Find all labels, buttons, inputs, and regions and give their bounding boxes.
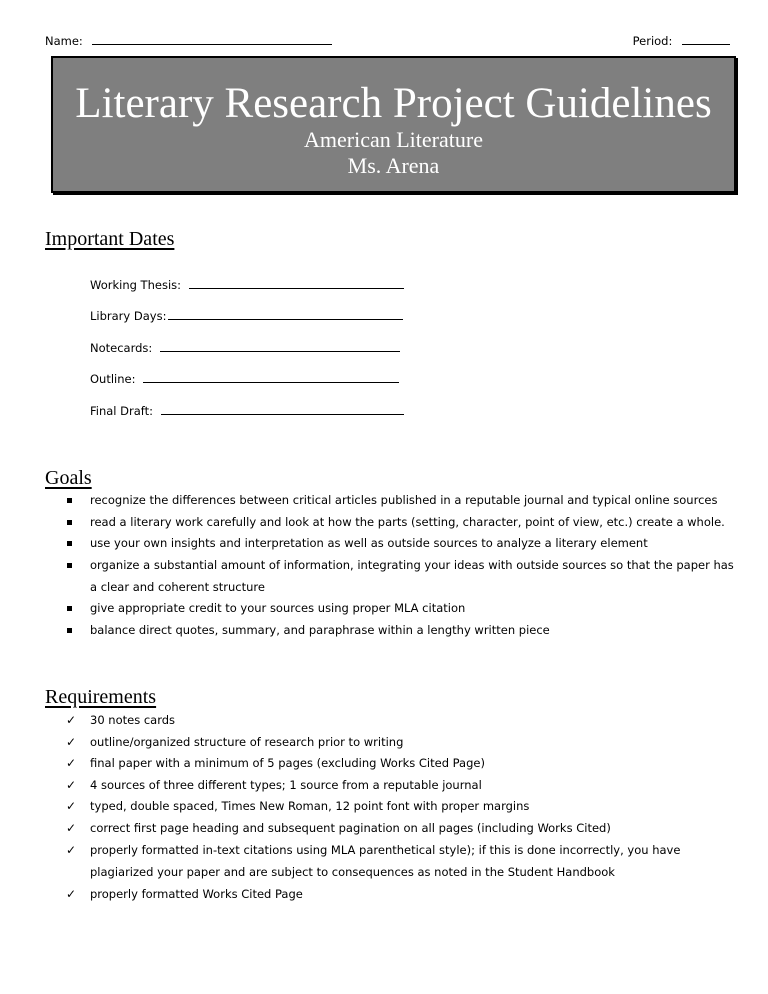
requirement-item: final paper with a minimum of 5 pages (excluding Works Cited Page) [90, 756, 485, 770]
requirement-item: 4 sources of three different types; 1 source from a reputable journal [90, 778, 482, 792]
date-row-notecards [90, 341, 400, 355]
name-field [45, 34, 332, 48]
requirements-heading: Requirements [45, 686, 157, 708]
goal-item: read a literary work carefully and look at how the parts (setting, character, point of view, etc.) create a whole. [90, 515, 725, 529]
requirement-item: correct first page heading and subsequent pagination on all pages (including Works Cited) [90, 821, 611, 835]
requirement-item: typed, double spaced, Times New Roman, 12 point font with proper margins [90, 799, 530, 813]
date-label: Working Thesis: [90, 278, 182, 292]
checkmark-icon: ✓ [66, 778, 77, 792]
date-blank[interactable] [189, 278, 404, 289]
square-bullet-icon [67, 606, 72, 611]
title-banner [51, 56, 736, 193]
checkmark-icon: ✓ [66, 821, 77, 835]
goal-item: balance direct quotes, summary, and paraphrase within a lengthy written piece [90, 623, 550, 637]
goal-item: recognize the differences between critical articles published in a reputable journal and typical online sources [90, 493, 718, 507]
date-blank[interactable] [143, 372, 399, 383]
square-bullet-icon [67, 520, 72, 525]
square-bullet-icon [67, 541, 72, 546]
goal-item: organize a substantial amount of information, integrating your ideas with outside sources so that the paper has a clear and coherent structure [90, 558, 734, 594]
requirement-item: properly formatted Works Cited Page [90, 887, 303, 901]
course-name: American Literature [304, 127, 483, 152]
checkmark-icon: ✓ [66, 887, 77, 901]
date-blank[interactable] [168, 309, 403, 320]
date-row-working-thesis [90, 278, 404, 292]
name-label: Name: [45, 34, 83, 48]
checkmark-icon: ✓ [66, 843, 77, 857]
date-label: Outline: [90, 372, 136, 386]
page-title: Literary Research Project Guidelines [75, 80, 712, 127]
period-blank[interactable] [682, 34, 730, 45]
goal-item: give appropriate credit to your sources using proper MLA citation [90, 601, 466, 615]
dates-heading: Important Dates [45, 228, 175, 250]
square-bullet-icon [67, 498, 72, 503]
checkmark-icon: ✓ [66, 735, 77, 749]
date-row-final-draft [90, 404, 404, 418]
date-label: Final Draft: [90, 404, 154, 418]
period-label: Period: [632, 34, 673, 48]
period-field [633, 34, 730, 48]
date-blank[interactable] [160, 341, 400, 352]
date-blank[interactable] [161, 404, 404, 415]
date-row-outline [90, 372, 399, 386]
checkmark-icon: ✓ [66, 756, 77, 770]
goals-heading: Goals [45, 467, 92, 489]
requirement-item: 30 notes cards [90, 713, 176, 727]
teacher-name: Ms. Arena [347, 153, 440, 178]
requirement-item: properly formatted in-text citations using MLA parenthetical style); if this is done incorrectly, you have plagiarized your paper and are subject to consequences as noted in the Student Handbook [90, 843, 681, 879]
requirement-item: outline/organized structure of research prior to writing [90, 735, 404, 749]
checkmark-icon: ✓ [66, 799, 77, 813]
goal-item: use your own insights and interpretation as well as outside sources to analyze a literary element [90, 536, 648, 550]
date-label: Library Days: [90, 309, 167, 323]
square-bullet-icon [67, 563, 72, 568]
checkmark-icon: ✓ [66, 713, 77, 727]
date-row-library-days [90, 309, 403, 323]
name-blank[interactable] [92, 34, 332, 45]
square-bullet-icon [67, 628, 72, 633]
date-label: Notecards: [90, 341, 153, 355]
